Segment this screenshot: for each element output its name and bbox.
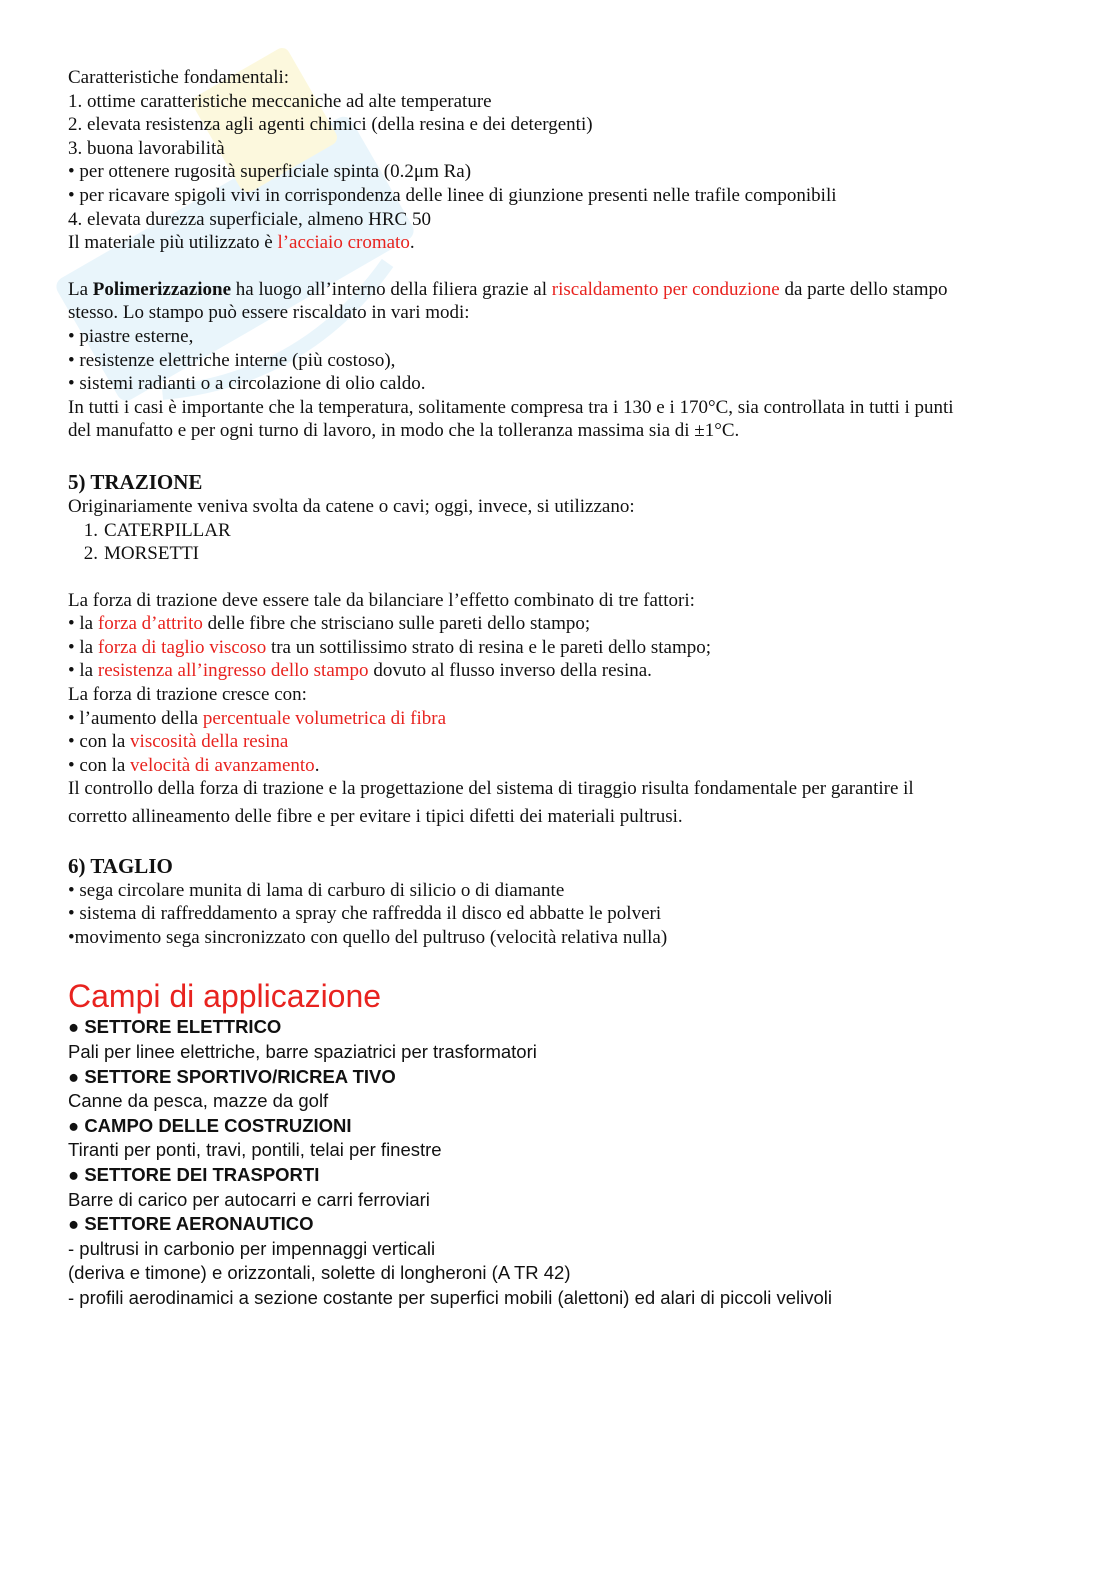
list-item: • la forza d’attrito delle fibre che strisciano sulle pareti dello stampo;: [68, 613, 591, 635]
sector-title: ● SETTORE SPORTIVO/RICREA TIVO: [68, 1065, 396, 1087]
sector-line: Pali per linee elettriche, barre spaziatrici per trasformatori: [68, 1041, 537, 1062]
list-item: • piastre esterne,: [68, 325, 194, 347]
list-item: 3. buona lavorabilità: [68, 137, 225, 159]
list-item: • con la viscosità della resina: [68, 731, 289, 753]
paragraph-line: Originariamente veniva svolta da catene o cavi; oggi, invece, si utilizzano:: [68, 495, 635, 517]
list-item: • per ottenere rugosità superficiale spinta (0.2μm Ra): [68, 161, 472, 183]
highlight-text: riscaldamento per conduzione: [551, 278, 780, 300]
list-item: 1. CATERPILLAR: [83, 519, 231, 541]
paragraph-line: La forza di trazione deve essere tale da bilanciare l’effetto combinato di tre fattori:: [68, 589, 695, 611]
list-item: 2. elevata resistenza agli agenti chimici (della resina e dei detergenti): [68, 114, 593, 136]
sector-line: - pultrusi in carbonio per impennaggi verticali: [68, 1237, 436, 1259]
paragraph-line: del manufatto e per ogni turno di lavoro, in modo che la tolleranza massima sia di ±1°C.: [68, 420, 740, 442]
list-item: • sistema di raffreddamento a spray che raffredda il disco ed abbatte le polveri: [68, 903, 662, 925]
applications-section: [68, 977, 1048, 1310]
paragraph-line: corretto allineamento delle fibre e per evitare i tipici difetti dei materiali pultrusi.: [68, 806, 683, 828]
section-title-trazione: 5) TRAZIONE: [68, 469, 203, 494]
list-item: • la resistenza all’ingresso dello stampo dovuto al flusso inverso della resina.: [68, 660, 652, 682]
list-item: • la forza di taglio viscoso tra un sottilissimo strato di resina e le pareti dello stampo;: [68, 636, 712, 658]
list-item: • sega circolare munita di lama di carburo di silicio o di diamante: [68, 879, 565, 901]
sector-title: ● SETTORE ELETTRICO: [68, 1016, 282, 1038]
paragraph-line: stesso. Lo stampo può essere riscaldato in vari modi:: [68, 302, 470, 324]
document-page: [68, 66, 1048, 1311]
sector-line: Barre di carico per autocarri e carri ferroviari: [68, 1188, 430, 1210]
polymerization-line: La Polimerizzazione ha luogo all’interno della filiera grazie al riscaldamento per conduzione da parte dello stampo: [68, 278, 948, 300]
list-item: 1. ottime caratteristiche meccaniche ad alte temperature: [68, 90, 492, 112]
paragraph-line: Il controllo della forza di trazione e la progettazione del sistema di tiraggio risulta fondamentale per garantire il: [68, 778, 914, 800]
list-item: • resistenze elettriche interne (più costoso),: [68, 349, 396, 371]
list-item: •movimento sega sincronizzato con quello del pultruso (velocità relativa nulla): [68, 926, 668, 948]
highlight-text: l’acciaio cromato: [277, 232, 410, 254]
paragraph-line: La forza di trazione cresce con:: [68, 684, 307, 706]
list-item: • con la velocità di avanzamento.: [68, 754, 320, 776]
sector-line: Tiranti per ponti, travi, pontili, telai per finestre: [68, 1139, 442, 1161]
sector-line: - profili aerodinamici a sezione costante per superfici mobili (alettoni) ed alari di piccoli velivoli: [68, 1286, 832, 1308]
material-line: Il materiale più utilizzato è l’acciaio cromato.: [68, 232, 415, 254]
section-title-taglio: 6) TAGLIO: [68, 853, 173, 878]
sector-line: (deriva e timone) e orizzontali, solette di longheroni (A TR 42): [68, 1262, 571, 1284]
intro-heading: Caratteristiche fondamentali:: [68, 67, 290, 88]
list-item: 2. MORSETTI: [83, 543, 199, 565]
list-item: • per ricavare spigoli vivi in corrispondenza delle linee di giunzione presenti nelle trafile componibili: [68, 184, 837, 206]
list-item: 4. elevata durezza superficiale, almeno HRC 50: [68, 208, 431, 230]
paragraph-line: In tutti i casi è importante che la temperatura, solitamente compresa tra i 130 e i 170°C, sia controllata in tutti i punti: [68, 396, 954, 418]
sector-title: ● SETTORE AERONAUTICO: [68, 1213, 314, 1235]
list-item: • l’aumento della percentuale volumetrica di fibra: [68, 707, 447, 729]
sector-line: Canne da pesca, mazze da golf: [68, 1090, 329, 1112]
sector-title: ● SETTORE DEI TRASPORTI: [68, 1163, 320, 1185]
sector-title: ● CAMPO DELLE COSTRUZIONI: [68, 1114, 352, 1136]
section-title-campi: Campi di applicazione: [68, 978, 382, 1015]
list-item: • sistemi radianti o a circolazione di olio caldo.: [68, 373, 426, 395]
